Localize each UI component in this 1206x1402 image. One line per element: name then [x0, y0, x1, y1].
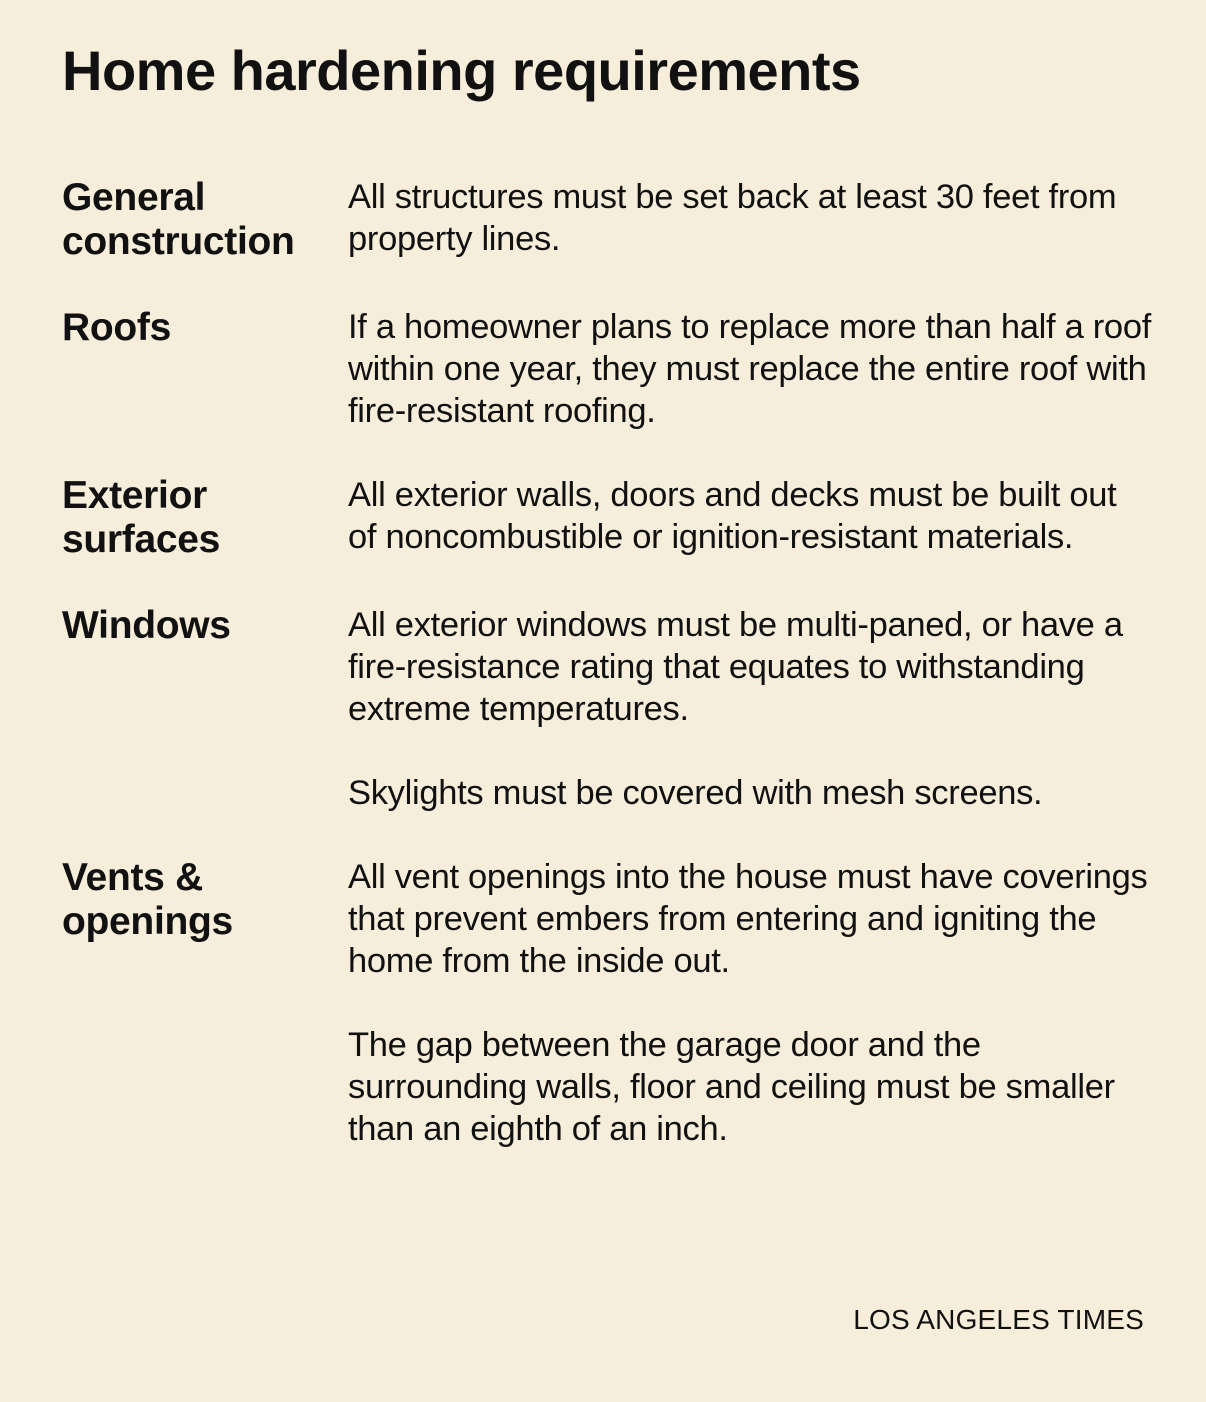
requirement-label: General construction [62, 176, 295, 263]
requirement-paragraph: All exterior windows must be multi-paned, or have a fire-resistance rating that equates to withstanding extreme temperatures. [348, 606, 1123, 728]
requirement-row-roofs [62, 306, 1152, 432]
requirement-label: Exterior surfaces [62, 474, 221, 561]
requirement-description [348, 856, 1152, 1150]
requirement-paragraph: The gap between the garage door and the surrounding walls, floor and ceiling must be smaller than an eighth of an inch. [348, 1026, 1115, 1148]
source-credit: LOS ANGELES TIMES [853, 1304, 1144, 1335]
requirement-paragraph: All exterior walls, doors and decks must be built out of noncombustible or ignition-resistant materials. [348, 476, 1117, 556]
requirement-description [348, 604, 1152, 814]
requirements-table [62, 176, 1152, 1192]
requirement-label: Roofs [62, 306, 171, 349]
requirement-paragraph: All structures must be set back at least 30 feet from property lines. [348, 178, 1117, 258]
requirement-description [348, 474, 1152, 558]
requirement-row-windows [62, 604, 1152, 814]
requirement-paragraph: If a homeowner plans to replace more than half a roof within one year, they must replace the entire roof with fire-resistant roofing. [348, 308, 1151, 430]
requirement-paragraph: All vent openings into the house must have coverings that prevent embers from entering and igniting the home from the inside out. [348, 858, 1148, 980]
page-title: Home hardening requirements [62, 39, 861, 102]
requirement-row-exterior-surfaces [62, 474, 1152, 562]
requirement-label: Vents & openings [62, 856, 233, 943]
requirement-row-vents-openings [62, 856, 1152, 1150]
requirement-description [348, 306, 1152, 432]
requirement-description [348, 176, 1152, 260]
requirement-label: Windows [62, 604, 231, 647]
requirement-row-general-construction [62, 176, 1152, 264]
requirement-paragraph: Skylights must be covered with mesh screens. [348, 774, 1043, 812]
